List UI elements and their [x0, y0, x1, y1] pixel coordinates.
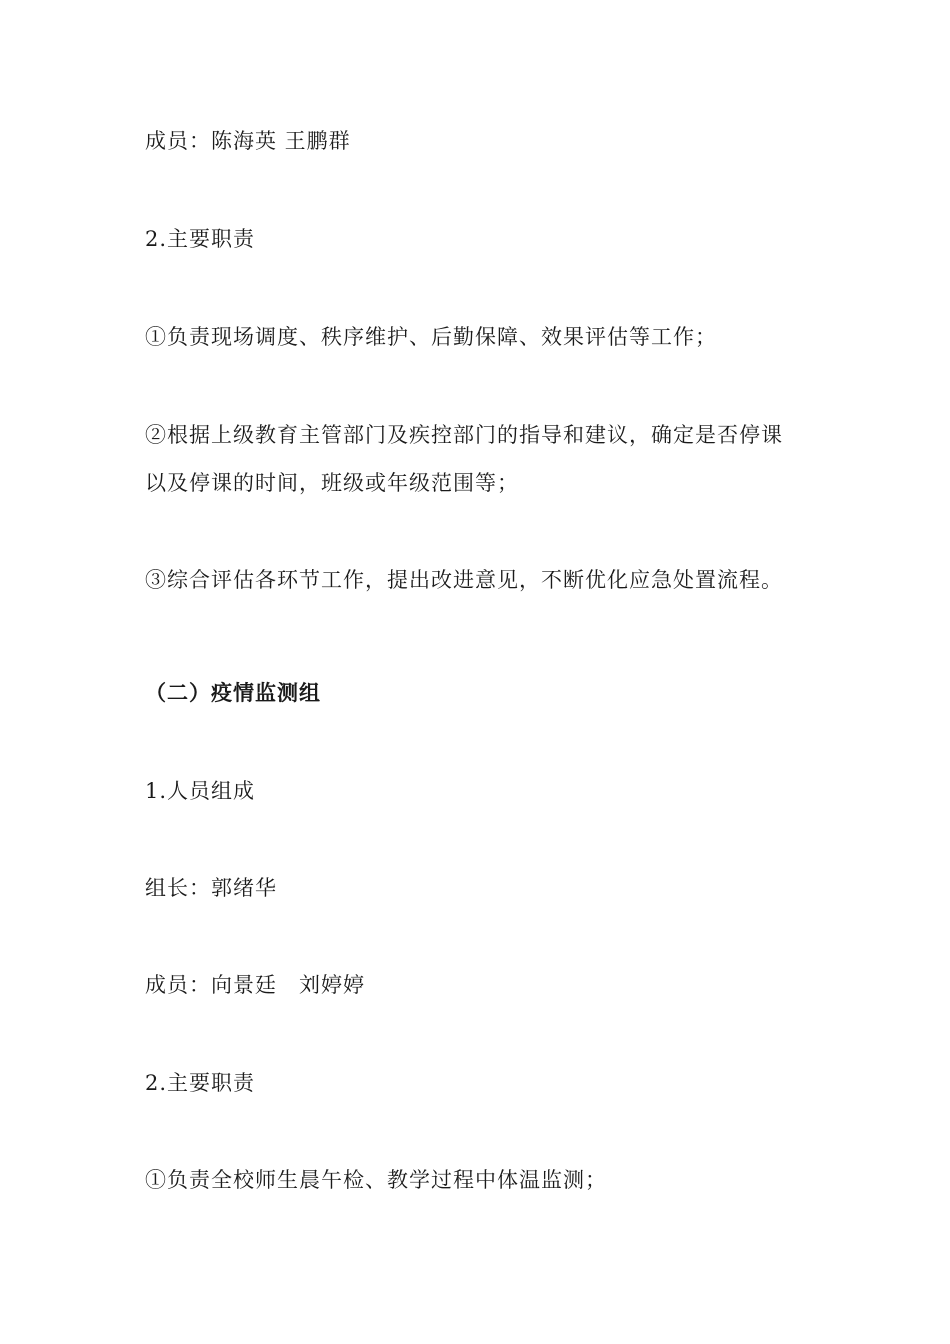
leader-line: 组长：郭绪华 — [145, 876, 277, 900]
duty-item-2-line-b: 以及停课的时间，班级或年级范围等； — [145, 471, 519, 495]
section-heading: （二）疫情监测组 — [145, 681, 321, 705]
members-line: 成员：向景廷 刘婷婷 — [145, 973, 365, 997]
duty-item-3: ③综合评估各环节工作，提出改进意见，不断优化应急处置流程。 — [145, 568, 783, 592]
members-line: 成员：陈海英 王鹏群 — [145, 129, 351, 153]
duties-heading: 2.主要职责 — [145, 227, 256, 251]
personnel-heading: 1.人员组成 — [145, 779, 256, 803]
duty-item-2-line-a: ②根据上级教育主管部门及疾控部门的指导和建议，确定是否停课 — [145, 423, 783, 447]
duty-item-1: ①负责现场调度、秩序维护、后勤保障、效果评估等工作； — [145, 325, 717, 349]
duty-item-1: ①负责全校师生晨午检、教学过程中体温监测； — [145, 1168, 607, 1192]
duties-heading: 2.主要职责 — [145, 1071, 256, 1095]
